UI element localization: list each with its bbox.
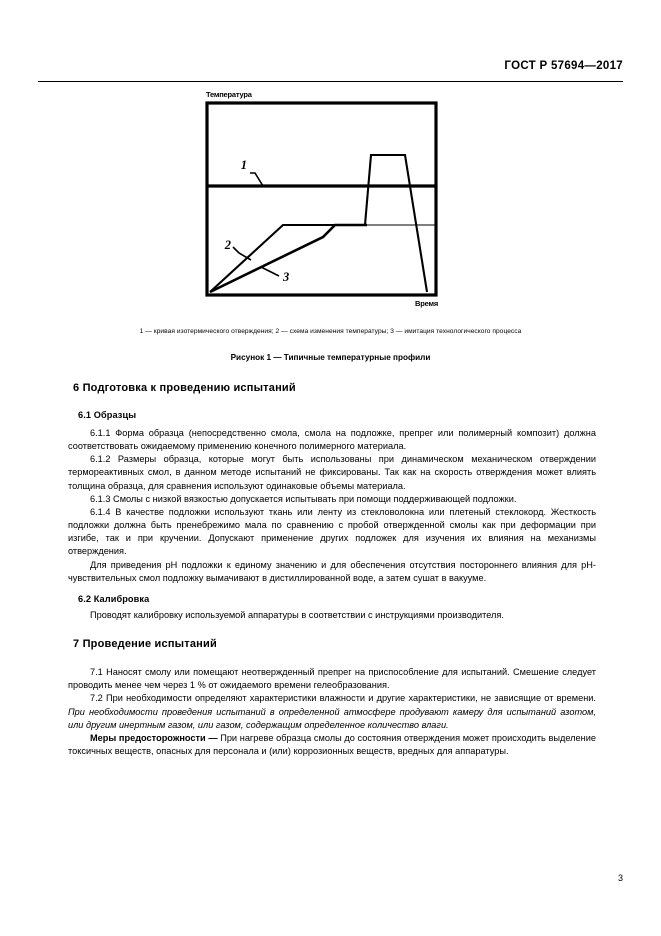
paragraph-6-1-3: 6.1.3 Смолы с низкой вязкостью допускается испытывать при помощи поддерживающей подложки. [90,493,517,504]
y-axis-label: Температура [206,90,252,99]
leader-line-3 [261,267,279,276]
paragraph-6-1-2: 6.1.2 Размеры образца, которые могут быть использованы при динамическом механическом отверждении термореактивных смол, в данном методе испытаний не фиксированы. Так как на скорость отверждения может влиять толщина образца, для сравнения используют одинаковые объемы материала. [68,454,596,491]
page-number: 3 [617,873,623,883]
figure-legend: 1 — кривая изотермического отверждения; 2 — схема изменения температуры; 3 — имитация технологического процесса [139,328,522,335]
chart-frame [207,103,436,295]
curve-2-temperature-schedule [210,155,427,292]
temperature-profile-chart [205,101,438,308]
paragraph-7-warning [68,732,596,758]
paragraph-6-2-1: Проводят калибровку используемой аппаратуры в соответствии с инструкциями производителя. [90,609,504,620]
leader-line-1 [250,173,263,186]
paragraph-6-1-1: 6.1.1 Форма образца (непосредственно смола, смола на подложке, препрег или полимерный композит) должна соответствовать ожидаемому применению конечного полимерного материала. [68,428,596,452]
paragraph-6-1-4: 6.1.4 В качестве подложки используют ткань или ленту из стекловолокна или плетеный стеклокорд. Жесткость подложки должна быть пренебрежимо мала по сравнению с пробой отвержденной смолы как при деформации при изгибе, так и при кручении. Допускают применение других подложек для изучения их влияния на механизмы отверждения. [68,506,596,557]
paragraph-7-2-plain: 7.2 При необходимости определяют характеристики влажности и другие характеристики, не зависящие от времени. [90,693,596,704]
figure-caption: Рисунок 1 — Типичные температурные профили [230,353,431,362]
curve-label-1: 1 [240,158,247,172]
x-axis-label: Время [415,299,438,308]
chart-svg [205,101,438,297]
header-divider [38,81,623,82]
subsection-heading-6-2: 6.2 Калибровка [78,593,150,604]
paragraph-7-2-italic: При необходимости проведения испытаний в определенной атмосфере продувают камеру для испытаний азотом, или другим инертным газом, или газом, содержащим определенное количество влаги. [68,706,596,730]
warning-body: При нагреве образца смолы до состояния отверждения может происходить выделение токсичных веществ, опасных для персонала и (или) коррозионных веществ, вредных для аппаратуры. [68,732,596,756]
figure-1 [196,90,446,308]
curve-label-3: 3 [283,270,290,284]
paragraph-7-2 [68,692,596,731]
paragraph-6-1-ph: Для приведения pH подложки к единому значению и для обеспечения отсутствия постороннего влияния для pH-чувствительных смол подложку вымачивают в дистиллированной воде, а затем сушат в вакууме. [68,559,596,583]
subsection-heading-6-1: 6.1 Образцы [78,410,137,420]
document-body [68,382,596,758]
curve-label-2: 2 [224,238,231,252]
paragraph-7-1: 7.1 Наносят смолу или помещают неотвержденный препрег на приспособление для испытаний. Смешение следует проводить менее чем через 1 % от ожидаемого времени гелеобразования. [68,667,596,691]
standard-header: ГОСТ Р 57694—2017 [504,60,623,72]
warning-label: Меры предосторожности — [90,732,218,743]
leader-line-2 [233,247,251,260]
section-heading-7: 7 Проведение испытаний [73,638,217,651]
section-heading-6: 6 Подготовка к проведению испытаний [73,382,296,394]
